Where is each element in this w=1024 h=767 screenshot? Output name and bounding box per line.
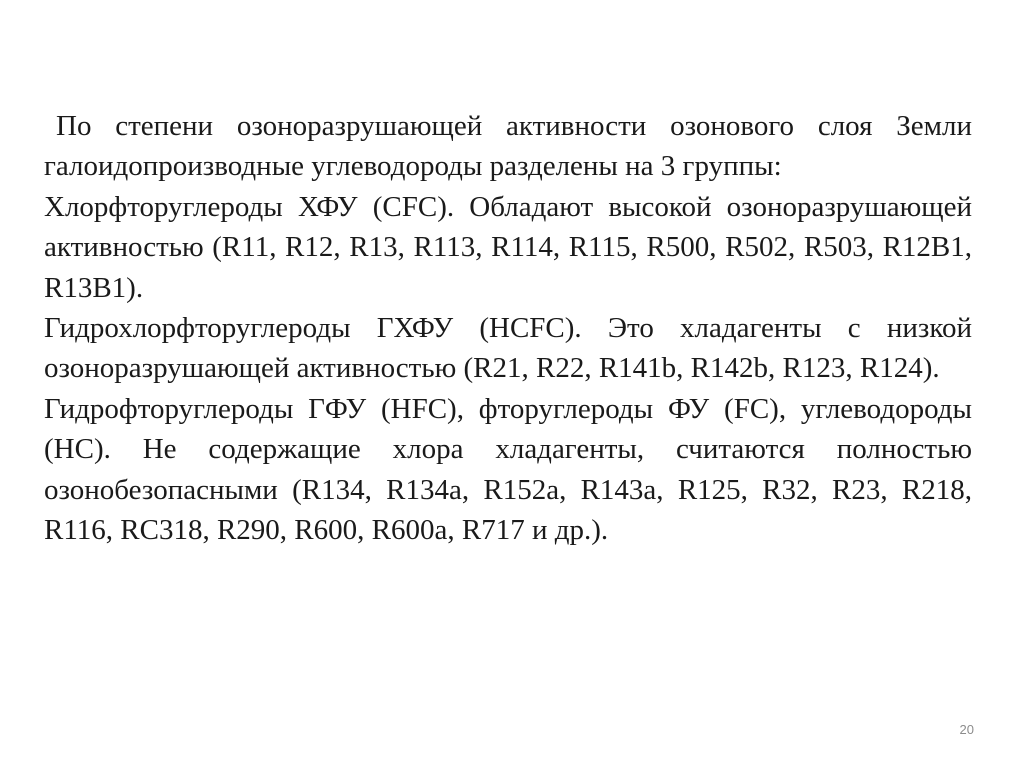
slide-body-text	[44, 106, 972, 550]
paragraph-intro: По степени озоноразрушающей активности озонового слоя Земли галоидопроизводные углеводороды разделены на 3 группы:	[44, 110, 972, 183]
page-number: 20	[959, 722, 974, 737]
paragraph-hcfc: Гидрохлорфторуглероды ГХФУ (HCFC). Это хладагенты с низкой озоноразрушающей активностью (R21, R22, R141b, R142b, R123, R124).	[44, 312, 972, 385]
paragraph-hfc: Гидрофторуглероды ГФУ (HFC), фторуглероды ФУ (FC), углеводороды (НС). Не содержащие хлора хладагенты, считаются полностью озонобезопасными (R134, R134a, R152a, R143a, R125, R32, R23, R218, R116, RC318, R290, R600, R600a, R717 и др.).	[44, 392, 972, 547]
paragraph-cfc: Хлорфторуглероды ХФУ (CFC). Обладают высокой озоноразрушающей активностью (R11, R12, R13, R113, R114, R115, R500, R502, R503, R12B1, R13B1).	[44, 190, 972, 304]
